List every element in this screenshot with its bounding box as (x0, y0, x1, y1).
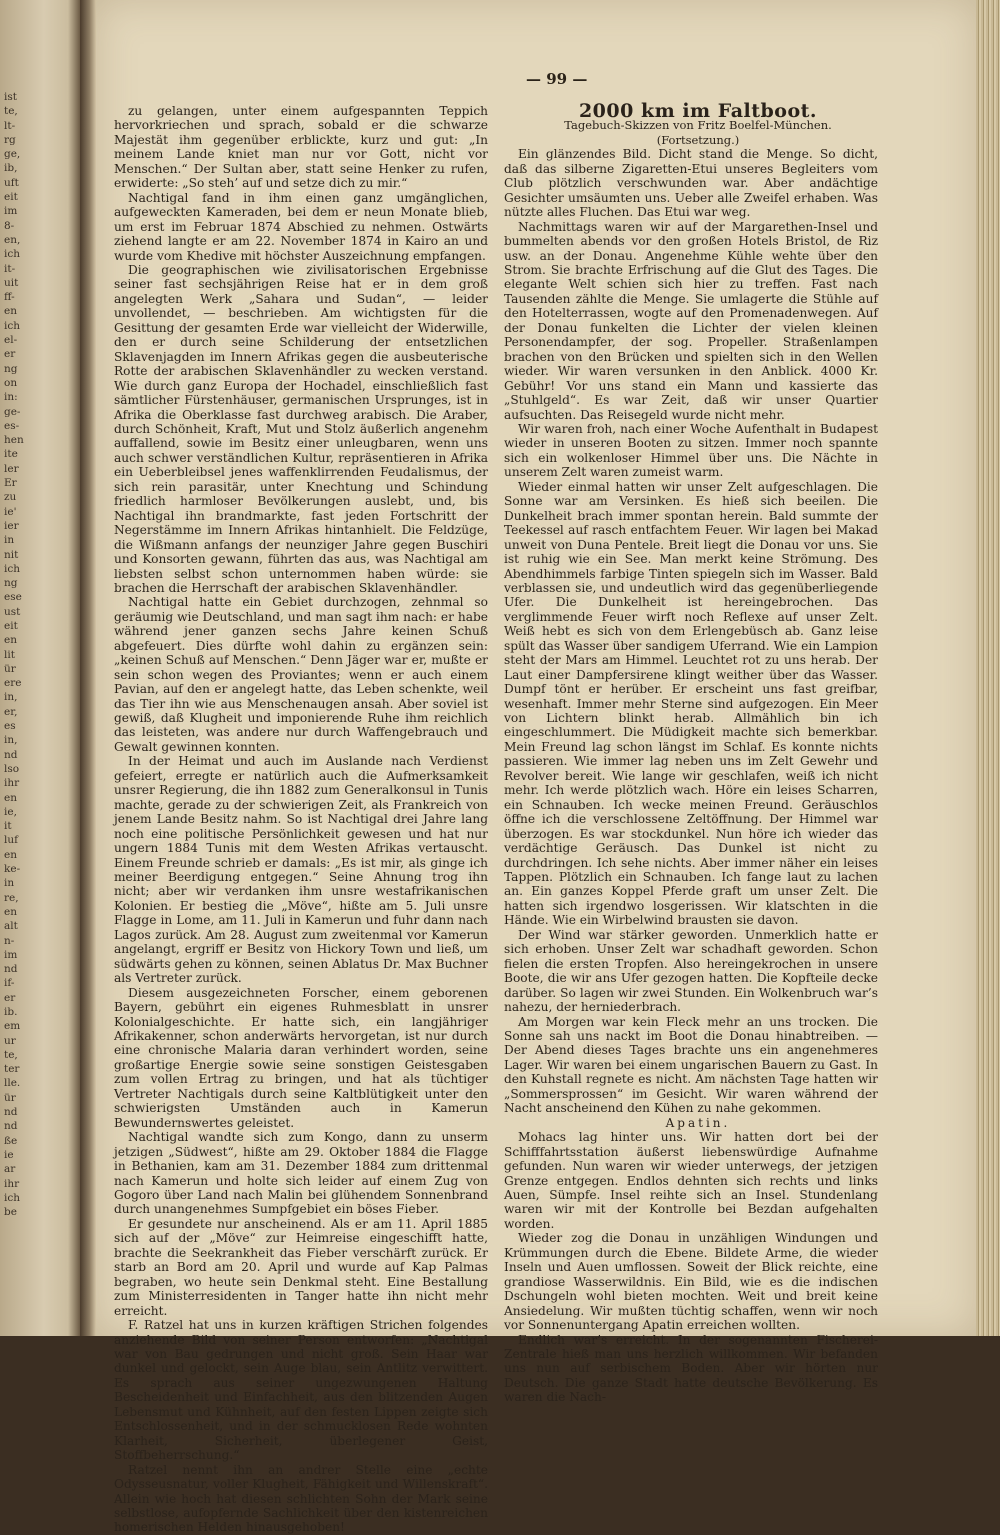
paragraph: Wir waren froh, nach einer Woche Aufenthalt in Budapest wieder in unseren Booten zu sitzen. Immer noch spannte sich ein wolkenloser Himmel über uns. Die Nächte in unserem Zelt waren zumeist warm. (504, 421, 878, 480)
left-page-fragment: ich (4, 562, 21, 575)
left-page-fragment: be (4, 1206, 17, 1219)
left-page-fragment: im (4, 948, 18, 961)
left-page-fragment: ür (4, 662, 16, 675)
left-page-fragment: lle. (4, 1077, 21, 1090)
left-page-fragment: ur (4, 1034, 16, 1047)
left-page-fragment: er (4, 991, 16, 1004)
paragraph: Mohacs lag hinter uns. Wir hatten dort bei der Schifffahrtsstation äußerst liebenswürdige Aufnahme gefunden. Nun waren wir wieder unterwegs, der jetzigen Grenze entgegen. Endlos dehnten sich rechts und links Auen, Sümpfe. Insel reihte sich an Insel. Stundenlang waren wir mit der Kontrolle bei Bezdan aufgehalten worden. (504, 1130, 878, 1231)
left-page-fragment: ff- (4, 291, 15, 304)
left-page-fragment: ar (4, 1163, 16, 1176)
left-page-fragment: zu (4, 491, 17, 504)
left-page-fragment: ie, (4, 805, 17, 818)
left-page-fragment: ie (4, 1148, 14, 1161)
left-page-fragment: en (4, 905, 17, 918)
paragraph: zu gelangen, unter einem aufgespannten Teppich hervorkriechen und sprach, sobald er die schwarze Majestät ihm gegenüber erblickte, kurz und gut: „In meinem Lande kniet man nur vor Gott, nicht vor Menschen.“ Der Sultan aber, statt seine Henker zu rufen, erwiderte: „So steh’ auf und setze dich zu mir.“ (114, 104, 488, 191)
left-page-fragments (4, 90, 24, 1219)
paragraph: Nachtigal wandte sich zum Kongo, dann zu unserm jetzigen „Südwest“, hißte am 29. Oktober 1884 die Flagge in Bethanien, kam am 31. Dezember 1884 zum drittenmal nach Kamerun und holte sich leider auf einem Zug von Gogoro über Land nach Malin bei glühendem Sonnenbrand durch unangenehmes Sumpfgebiet ein böses Fieber. (114, 1130, 488, 1217)
left-page-fragment: es- (4, 419, 20, 432)
left-page-fragment: eit (4, 619, 18, 632)
left-page-fragment: lt- (4, 119, 16, 132)
left-page-fragment: ihr (4, 1177, 20, 1190)
left-page-fragment: nd (4, 1120, 18, 1133)
left-page-fragment: ng (4, 362, 18, 375)
left-page-fragment: ge, (4, 148, 21, 161)
paragraph: Am Morgen war kein Fleck mehr an uns trocken. Die Sonne sah uns nackt im Boot die Donau hinabtreiben. — Der Abend dieses Tages brachte uns ein angenehmeres Lager. Wir waren bei einem ungarischen Bauern zu Gast. In den Kuhstall regnete es nicht. Am nächsten Tage hatten wir „Sommersprossen“ im Gesicht. Wir waren während der Nacht anscheinend den Kühen zu nahe gekommen. (504, 1014, 878, 1116)
left-page-fragment: rg (4, 133, 16, 146)
left-page-fragment: nit (4, 548, 19, 561)
left-page-fragment: lso (4, 762, 20, 775)
left-page-fragment: lit (4, 648, 15, 661)
left-page-fragment: in (4, 534, 15, 547)
left-page-fragment: en, (4, 233, 21, 246)
paragraph: Endlich war’s erreicht. In der sogenannten Fischerei-Zentrale hieß man uns herzlich willkommen. Wir befanden uns nun auf serbischem Boden. Aber wir hörten nur Deutsch. Die ganze Stadt hatte deutsche Bevölkerung. Es waren die Nach- (504, 1332, 878, 1405)
left-page-fragment: en (4, 848, 17, 861)
left-page-fragment: re, (4, 891, 19, 904)
continuation-note: (Fortsetzung.) (656, 132, 740, 147)
left-page-fragment: ür (4, 1091, 16, 1104)
left-page-fragment: hen (4, 434, 24, 447)
paragraph: Der Wind war stärker geworden. Unmerklich hatte er sich erhoben. Unser Zelt war schadhaft geworden. Schon fielen die ersten Tropfen. Also hereingekrochen in unsere Boote, die wir ans Ufer gezogen hatten. Die Kopfteile decke darüber. So lagen wir zwei Stunden. Ein Wolkenbruch war’s nahezu, der herniederbrach. (504, 927, 878, 1015)
paragraph: Nachtigal fand in ihm einen ganz umgänglichen, aufgeweckten Kameraden, bei dem er neun Monate blieb, um erst im Februar 1874 Abschied zu nehmen. Ostwärts ziehend langte er am 22. November 1874 in Kairo an und wurde vom Khedive mit höchster Auszeichnung empfangen. (114, 190, 488, 263)
left-page-fragment: ße (4, 1134, 18, 1147)
paragraph: Wieder einmal hatten wir unser Zelt aufgeschlagen. Die Sonne war am Versinken. Es hieß sich beeilen. Die Dunkelheit brach immer spontan herein. Bald summte der Teekessel auf rasch entfachtem Feuer. Wir lagen bei Makad unweit von Duna Pentele. Breit liegt die Donau vor uns. Sie ist ruhig wie ein See. Man merkt keine Strömung. Des Abendhimmels farbige Tinten spiegeln sich im Wasser. Bald verblassen sie, und undeutlich wird das gegenüberliegende Ufer. Die Dunkelheit ist hereingebrochen. Das verglimmende Feuer wirft noch Reflexe auf unser Zelt. Weiß hebt es sich von dem Erlengebüsch ab. Ganz leise spült das Wasser über sandigem Uferrand. Wie ein Lampion steht der Mars am Himmel. Leuchtet rot zu uns herab. Der Laut einer Dampfersirene klingt weither über das Wasser. Dumpf tönt er herüber. Er erscheint uns fast greifbar, wesenhaft. Immer mehr Sterne sind aufgezogen. Ein Meer von Lichtern blinkt herab. Allmählich bin ich eingeschlummert. Die Müdigkeit machte sich bemerkbar. Mein Freund lag schon längst im Schlaf. Es konnte nichts passieren. Wie immer lag neben uns im Zelt Gewehr und Revolver bereit. Wie lange wir geschlafen, weiß ich nicht mehr. Ich werde plötzlich wach. Höre ein leises Scharren, ein Schnauben. Ich wecke meinen Freund. Geräuschlos öffne ich die verschlossene Zeltöffnung. Der Himmel war überzogen. Es war stockdunkel. Nun höre ich wieder das verdächtige Geräusch. Das Dunkel ist nicht zu durchdringen. Ich sehe nichts. Aber immer näher ein leises Tappen. Plötzlich ein Schnauben. Ich fange laut zu lachen an. Ein ganzes Koppel Pferde graft um unser Zelt. Die hatten sich irgendwo losgerissen. Wir klatschten in die Hände. Wie ein Wirbelwind brausten sie davon. (504, 479, 878, 928)
left-page-fragment: ese (4, 591, 22, 604)
left-page-fragment: eit (4, 191, 18, 204)
left-page-fragment: alt (4, 920, 18, 933)
left-page-fragment: ich (4, 319, 21, 332)
paragraph: Die geographischen wie zivilisatorischen Ergebnisse seiner fast sechsjährigen Reise hat er in dem groß angelegten Werk „Sahara und Sudan“, — leider unvollendet, — beschrieben. Am wichtigsten für die Gesittung der gesamten Erde war vielleicht der Widerwille, den er durch seine Schilderung der entsetzlichen Sklavenjagden im Innern Afrikas gegen die ausbeuterische Rotte der arabischen Sklavenhändler zu wecken verstand. Wie durch ganz Europa der Hochadel, einschließlich fast sämtlicher Fürstenhäuser, germanischen Ursprunges, ist in Afrika die Oberklasse fast durchweg arabisch. Die Araber, durch Schönheit, Kraft, Mut und Stolz äußerlich angenehm auffallend, sowie im Besitz einer unleugbaren, wenn uns auch schwer verständlichen Kultur, repräsentieren in Afrika ein Ueberbleibsel jenes waffenklirrenden Feudalismus, der sich rein parasitär, unter Knechtung und Schindung friedlich harmloser Bevölkerungen auslebt, und, bis Nachtigal ihn brandmarkte, fast jeden Fortschritt der Negerstämme im Innern Afrikas hintanhielt. Die Feldzüge, die Wißmann anfangs der neunziger Jahre gegen Buschiri und Konsorten gewann, führten das aus, was Nachtigal am liebsten selbst schon unternommen haben würde: sie brachen die Herrschaft der arabischen Sklavenhändler. (114, 262, 488, 595)
right-page (96, 0, 976, 1535)
left-page-fragment: n- (4, 934, 15, 947)
left-page-fragment: Er (4, 477, 17, 490)
paragraph: Diesem ausgezeichneten Forscher, einem geborenen Bayern, gebührt ein eigenes Ruhmesblatt in unsrer Kolonialgeschichte. Er hatte sich, ein langjähriger Afrikakenner, schon anderwärts hervorgetan, ist nur durch eine chronische Malaria daran verhindert worden, seine großartige Energie sowie seine sonstigen Geistesgaben zum vollen Ertrag zu bringen, und hat als tüchtiger Vertreter Nachtigals durch seine Kaltblütigkeit unter den schwierigsten Umständen auch in Kamerun Bewundernswertes geleistet. (114, 985, 488, 1130)
left-page-fragment: luf (4, 834, 19, 847)
left-page-fragment: en (4, 305, 17, 318)
left-page-fragment: es (4, 720, 16, 733)
paragraph: In der Heimat und auch im Auslande nach Verdienst gefeiert, erregte er natürlich auch die Aufmerksamkeit unsrer Regierung, die ihn 1882 zum Generalkonsul in Tunis machte, gerade zu der schwierigen Zeit, als Frankreich von jenem Lande Besitz nahm. So ist Nachtigal drei Jahre lang noch eine politische Persönlichkeit gewesen und hat nur ungern 1884 Tunis mit dem Westen Afrikas vertauscht. Einem Freunde schrieb er damals: „Es ist mir, als ginge ich meiner Beerdigung entgegen.“ Seine Ahnung trog ihn nicht; aber wir verdanken ihm unsre westafrikanischen Kolonien. Er bestieg die „Möve“, hißte am 5. Juli unsre Flagge in Lome, am 11. Juli in Kamerun und fuhr dann nach Lagos zurück. Am 28. August zum zweitenmal vor Kamerun angelangt, ergriff er Besitz von Hickory Town und ließ, um südwärts gehen zu können, seinen Ablatus Dr. Max Buchner als Vertreter zurück. (114, 754, 488, 986)
left-page-fragment: 8- (4, 219, 15, 232)
section-heading: Apatin. (665, 1115, 731, 1130)
left-page-fragment: en (4, 791, 17, 804)
left-page-fragment: in (4, 877, 15, 890)
left-page-fragment: on (4, 376, 18, 389)
paragraph: Er gesundete nur anscheinend. Als er am 11. April 1885 sich auf der „Möve“ zur Heimreise eingeschifft hatte, brachte die Seekrankheit das Fieber verschärft zurück. Er starb an Bord am 20. April und wurde auf Kap Palmas begraben, wo heute sein Denkmal steht. Eine Bestallung zum Ministerresidenten in Tanger hatte ihn nicht mehr erreicht. (114, 1216, 488, 1318)
page-number: — 99 — (526, 70, 588, 88)
left-page-fragment: ng (4, 577, 18, 590)
left-page-fragment: ge- (4, 405, 21, 418)
page-stack-edge (976, 0, 1000, 1336)
left-page-fragment: er (4, 348, 16, 361)
left-page-fragment: ust (4, 605, 21, 618)
left-page-fragment: en (4, 634, 17, 647)
left-column (114, 104, 488, 1535)
left-page-fragment: in: (4, 391, 18, 404)
section-body (504, 1130, 878, 1405)
left-page-fragment: ist (4, 91, 17, 103)
left-page-fragment: if- (4, 977, 15, 990)
left-page-fragment: ib. (4, 1006, 18, 1018)
left-page-fragment: ihr (4, 777, 20, 790)
left-page-fragment: it (4, 820, 12, 833)
paragraph: Ratzel nennt ihn an andrer Stelle eine „echte Odysseusnatur, voller Klugheit, Fähigkeit und Willenskraft“. Allein wie hoch hat diesen schlichten Sohn der Mark seine selbstlose, aufopfernde Sachlichkeit über den kistenreichen homerischen Helden hinausgehoben! (114, 1462, 488, 1535)
article-body (504, 147, 878, 1115)
left-page-fragment: er, (4, 705, 18, 718)
left-page-fragment: em (4, 1020, 21, 1033)
left-page-fragment: ter (4, 1063, 20, 1076)
left-page-fragment: el- (4, 334, 18, 347)
right-column (504, 100, 878, 1405)
left-page-fragment: te, (4, 1048, 18, 1061)
left-page-fragment: ie' (4, 505, 17, 518)
left-page-fragment: uit (4, 276, 19, 289)
left-page-fragment: ib, (4, 162, 18, 175)
paragraph: Wieder zog die Donau in unzähligen Windungen und Krümmungen durch die Ebene. Bildete Arme, die wieder Inseln und Auen umflossen. Soweit der Blick reichte, eine grandiose Wasserwildnis. Ein Bild, wie es die indischen Dschungeln wohl bieten mochten. Weit und breit keine Ansiedelung. Wir mußten tüchtig schaffen, wenn wir noch vor Sonnenuntergang Apatin erreichen wollten. (504, 1231, 878, 1333)
paragraph: Nachtigal hatte ein Gebiet durchzogen, zehnmal so geräumig wie Deutschland, und man sagt ihm nach: er habe während jener ganzen sechs Jahre keinen Schuß abgefeuert. Dies dürfte wohl dahin zu ergänzen sein: „keinen Schuß auf Menschen.“ Denn Jäger war er, mußte er sein schon wegen des Proviantes; wenn er auch einem Pavian, auf den er angelegt hatte, das Leben schenkte, weil das Tier ihn wie aus Menschenaugen ansah. Aber soviel ist gewiß, daß Klugheit und imponierende Ruhe ihm reichlich das leisteten, was andere nur durch Waffengebrauch und Gewalt gewinnen konnten. (114, 595, 488, 754)
left-page-fragment: ler (4, 462, 19, 475)
left-page-fragment: in, (4, 691, 18, 704)
left-page-fragment: it- (4, 262, 16, 275)
left-page-fragment: im (4, 205, 18, 218)
left-page-edge (0, 0, 80, 1336)
left-page-fragment: ite (4, 448, 18, 461)
left-page-fragment: in, (4, 734, 18, 747)
left-page-fragment: ier (4, 519, 19, 532)
paragraph: Nachmittags waren wir auf der Margarethen-Insel und bummelten abends vor den großen Hotels Bristol, de Riz usw. an der Donau. Angenehme Kühle wehte über den Strom. Sie brachte Erfrischung auf die Glut des Tages. Die elegante Welt schien sich hier zu treffen. Fast nach Tausenden zählte die Menge. Sie umlagerte die Stühle auf den Hotelterrassen, wogte auf den Promenadenwegen. Auf der Donau funkelten die Lichter der vielen kleinen Personendampfer, der sog. Propeller. Straßenlampen brachen von den Brücken und spielten sich in den Wellen wieder. Wir waren versunken in den Anblick. 4000 Kr. Gebühr! Vor uns stand ein Mann und kassierte das „Stuhlgeld“. Es war Zeit, daß wir unser Quartier aufsuchten. Das Reisegeld wurde nicht mehr. (504, 219, 878, 422)
left-page-fragment: nd (4, 748, 18, 761)
paragraph: F. Ratzel hat uns in kurzen kräftigen Strichen folgendes anziehende Bild von seiner Person entworfen: „Nachtigal war von Bau gedrungen und nicht groß. Sein Haar war dunkel und gelockt, sein Auge blau, sein Antlitz verwittert. Es sprach aus seiner ungezwungenen Haltung Bescheidenheit und Einfachheit, aus den blitzenden Augen Lebensmut und Kühnheit, auf den festen Lippen zeigte sich Entschlossenheit, und in der schmucklosen Rede wohnten Klarheit, Sicherheit, überlegener Geist, Stoffbeherrschung.“ (114, 1318, 488, 1463)
left-page-fragment: nd (4, 963, 18, 976)
left-page-fragment: ich (4, 1191, 21, 1204)
article-title: 2000 km im Faltboot. (578, 100, 818, 122)
book-gutter (80, 0, 96, 1336)
left-page-fragment: te, (4, 105, 18, 118)
paragraph: Ein glänzendes Bild. Dicht stand die Menge. So dicht, daß das silberne Zigaretten-Etui unseres Begleiters vom Club plötzlich verschwunden war. Aber andächtige Gesichter umsäumten uns. Ueber alle Zweifel erhaben. Was nützte alles Fluchen. Das Etui war weg. (504, 147, 878, 220)
left-page-fragment: nd (4, 1106, 18, 1119)
left-page-fragment: ich (4, 248, 21, 261)
article-subtitle: Tagebuch-Skizzen von Fritz Boelfel-München. (564, 118, 832, 133)
left-page-fragment: ke- (4, 863, 21, 876)
left-page-fragment: ere (4, 677, 22, 690)
left-page-fragment: uft (4, 176, 19, 189)
